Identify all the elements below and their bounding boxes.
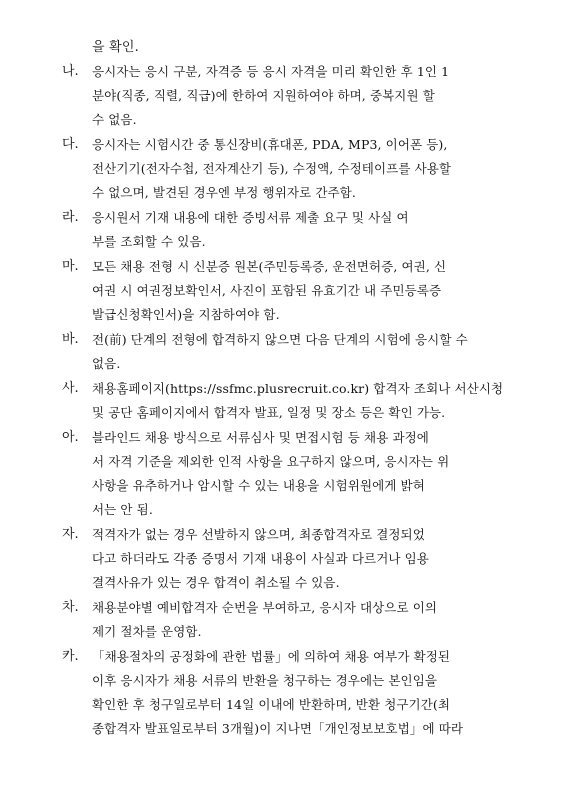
item-marker: 다. — [62, 137, 79, 152]
item-text — [92, 596, 520, 644]
item-text-line: 수 없음. — [92, 112, 137, 127]
item-marker: 자. — [62, 527, 79, 542]
notice-item — [62, 255, 520, 327]
item-text-line: 제기 절차를 운영함. — [92, 624, 202, 639]
notice-item — [62, 645, 520, 741]
item-text — [92, 523, 520, 595]
item-text-line: 없음. — [92, 356, 121, 371]
item-text-line: 응시자는 응시 구분, 자격증 등 응시 자격을 미리 확인한 후 1인 1 — [92, 64, 450, 79]
item-text — [92, 60, 520, 132]
item-text-line: 응시자는 시험시간 중 통신장비(휴대폰, PDA, MP3, 이어폰 등), — [92, 137, 448, 152]
item-text-line: 발급신청확인서)을 지참하여야 함. — [92, 307, 280, 322]
item-text-line: 서 자격 기준을 제외한 인적 사항을 요구하지 않으며, 응시자는 위 — [92, 454, 450, 469]
notice-item — [62, 328, 520, 376]
notice-item — [62, 206, 520, 254]
item-text — [92, 133, 520, 205]
item-text-line: 이후 응시자가 채용 서류의 반환을 청구하는 경우에는 본인임을 — [92, 673, 438, 688]
notice-item — [62, 60, 520, 132]
notice-item — [62, 523, 520, 595]
item-text-line: 결격사유가 있는 경우 합격이 취소될 수 있음. — [92, 575, 340, 590]
item-text-line: 여권 시 여권정보확인서, 사진이 포함된 유효기간 내 주민등록증 — [92, 283, 442, 298]
item-text — [92, 328, 520, 376]
item-text-line: 전산기기(전자수첩, 전자계산기 등), 수정액, 수정테이프를 사용할 — [92, 161, 452, 176]
item-text-line: 종합격자 발표일로부터 3개월)이 지나면「개인정보보호법」에 따라 — [92, 721, 464, 736]
item-text — [92, 255, 520, 327]
item-text — [92, 426, 520, 522]
item-text — [92, 206, 520, 254]
intro-continuation-line: 을 확인. — [92, 40, 139, 55]
item-text-line: 모든 채용 전형 시 신분증 원본(주민등록증, 운전면허증, 여권, 신 — [92, 259, 447, 274]
item-text-line: 부를 조회할 수 있음. — [92, 234, 206, 249]
notice-item — [62, 377, 520, 425]
item-text-line: 다고 하더라도 각종 증명서 기재 내용이 사실과 다르거나 임용 — [92, 551, 429, 566]
item-text-line: 응시원서 기재 내용에 대한 증빙서류 제출 요구 및 사실 여 — [92, 210, 409, 225]
item-text-line: 사항을 유추하거나 암시할 수 있는 내용을 시험위원에게 밝혀 — [92, 478, 425, 493]
item-text-line: 전(前) 단계의 전형에 합격하지 않으면 다음 단계의 시험에 응시할 수 — [92, 332, 468, 347]
item-text-line: 서는 안 됨. — [92, 502, 153, 517]
item-marker: 바. — [62, 332, 79, 347]
item-text-line: 확인한 후 청구일로부터 14일 이내에 반환하며, 반환 청구기간(최 — [92, 697, 451, 712]
item-text-line: 분야(직종, 직렬, 직급)에 한하여 지원하여야 하며, 중복지원 할 — [92, 88, 435, 103]
item-text — [92, 645, 520, 741]
item-marker: 라. — [62, 210, 79, 225]
notice-item — [62, 426, 520, 522]
item-text-line: 적격자가 없는 경우 선발하지 않으며, 최종합격자로 결정되었 — [92, 527, 425, 542]
notice-item-list — [62, 60, 520, 742]
item-marker: 차. — [62, 600, 79, 615]
item-marker: 카. — [62, 649, 79, 664]
notice-item — [62, 596, 520, 644]
item-text-line: 「채용절차의 공정화에 관한 법률」에 의하여 채용 여부가 확정된 — [92, 649, 451, 664]
item-text-line: 채용분야별 예비합격자 순번을 부여하고, 응시자 대상으로 이의 — [92, 600, 438, 615]
item-text-line: 채용홈페이지(https://ssfmc.plusrecruit.co.kr) 합격자 조회나 서산시청 — [92, 381, 504, 396]
notice-item — [62, 133, 520, 205]
item-text — [92, 377, 520, 425]
item-marker: 사. — [62, 381, 79, 396]
item-marker: 나. — [62, 64, 79, 79]
item-marker: 마. — [62, 259, 79, 274]
item-text-line: 블라인드 채용 방식으로 서류심사 및 면접시험 등 채용 과정에 — [92, 430, 429, 445]
item-marker: 아. — [62, 430, 79, 445]
item-text-line: 수 없으며, 발견된 경우엔 부정 행위자로 간주함. — [92, 185, 356, 200]
item-text-line: 및 공단 홈페이지에서 합격자 발표, 일정 및 장소 등은 확인 가능. — [92, 405, 446, 420]
